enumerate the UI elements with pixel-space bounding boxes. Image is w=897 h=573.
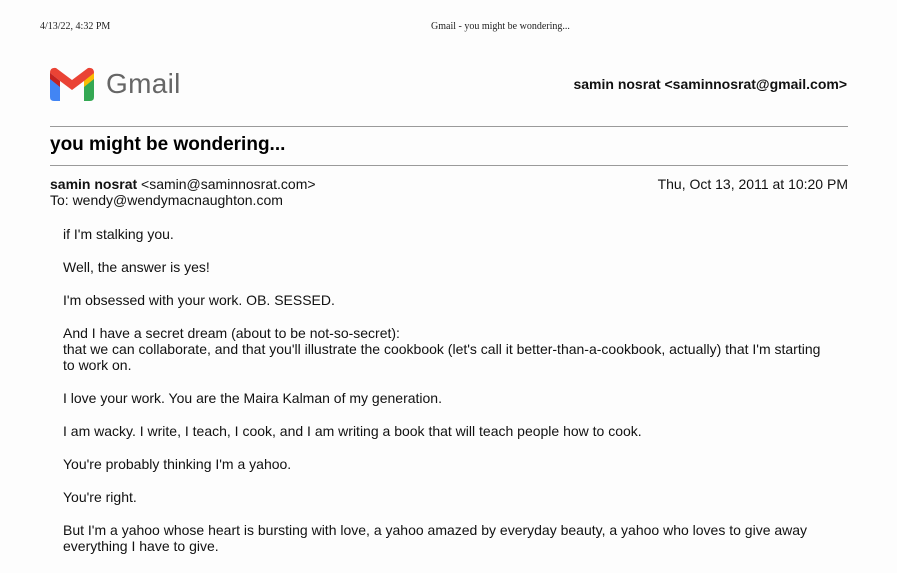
- sender-address: <samin@saminnosrat.com>: [141, 176, 316, 192]
- sender-name: samin nosrat: [50, 176, 138, 192]
- account-label: samin nosrat <saminnosrat@gmail.com>: [573, 76, 847, 92]
- sent-timestamp: Thu, Oct 13, 2011 at 10:20 PM: [657, 176, 848, 192]
- gmail-wordmark: Gmail: [106, 68, 181, 99]
- email-body: [63, 226, 823, 571]
- body-paragraph: You're right.: [63, 489, 137, 505]
- print-header: [0, 21, 897, 35]
- recipient-line: To: wendy@wendymacnaughton.com: [50, 192, 283, 208]
- print-date: 4/13/22, 4:32 PM: [40, 21, 111, 32]
- body-paragraph: I love your work. You are the Maira Kalman of my generation.: [63, 390, 442, 406]
- body-paragraph: Well, the answer is yes!: [63, 259, 210, 275]
- body-paragraph: But I'm a yahoo whose heart is bursting with love, a yahoo amazed by everyday beauty, a yahoo who loves to give away everything I have to give.: [63, 522, 808, 554]
- divider-bottom: [50, 165, 848, 166]
- email-meta: [50, 176, 848, 208]
- body-paragraph: that we can collaborate, and that you'll illustrate the cookbook (let's call it better-than-a-cookbook, actually) that I'm starting to work on.: [63, 341, 821, 373]
- gmail-logo: [50, 64, 181, 104]
- email-subject: you might be wondering...: [50, 134, 286, 155]
- print-title: Gmail - you might be wondering...: [431, 21, 570, 32]
- gmail-m-icon: [50, 67, 94, 101]
- body-paragraph: I'm obsessed with your work. OB. SESSED.: [63, 292, 335, 308]
- body-paragraph: You're probably thinking I'm a yahoo.: [63, 456, 292, 472]
- body-paragraph: if I'm stalking you.: [63, 226, 174, 242]
- body-paragraph: And I have a secret dream (about to be not-so-secret):: [63, 325, 400, 341]
- body-paragraph: I am wacky. I write, I teach, I cook, and I am writing a book that will teach people how to cook.: [63, 423, 642, 439]
- divider-top: [50, 126, 848, 127]
